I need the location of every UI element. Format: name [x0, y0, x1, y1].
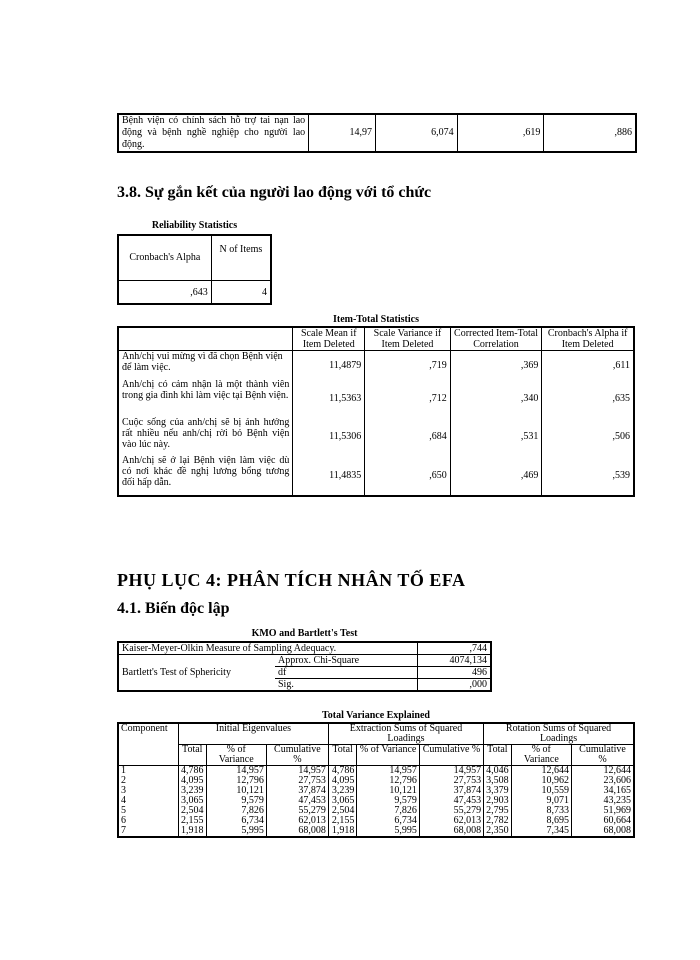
- cell-value: ,369: [450, 351, 542, 380]
- variance-body: [118, 766, 634, 838]
- cell-value: 68,008: [266, 826, 328, 837]
- blank-header: [118, 327, 293, 351]
- group-header: Extraction Sums of Squared Loadings: [328, 723, 483, 745]
- cell-value: 3,065: [328, 796, 356, 806]
- cell-value: 11,5363: [293, 379, 365, 417]
- item-total-table: [117, 326, 635, 497]
- cell-value: 14,957: [206, 766, 266, 777]
- cell-value: 4: [211, 281, 271, 305]
- cell-value: 10,962: [511, 776, 571, 786]
- table-header-row: [118, 723, 634, 745]
- column-header: Cronbach's Alpha if Item Deleted: [542, 327, 634, 351]
- column-header: Scale Mean if Item Deleted: [293, 327, 365, 351]
- cell-value: 4,786: [328, 766, 356, 777]
- cell-value: 68,008: [419, 826, 483, 837]
- cell-value: 27,753: [266, 776, 328, 786]
- cell-value: 3,239: [328, 786, 356, 796]
- bartlett-label: Bartlett's Test of Sphericity: [122, 667, 231, 678]
- table-header-row: [118, 745, 634, 766]
- variance-caption: Total Variance Explained: [322, 710, 430, 721]
- cell-value: 62,013: [419, 816, 483, 826]
- cell-value: 14,97: [309, 114, 376, 152]
- table-row: [118, 417, 634, 455]
- group-header: Initial Eigenvalues: [179, 723, 329, 745]
- cell-value: ,340: [450, 379, 542, 417]
- cell-value: 12,796: [357, 776, 420, 786]
- cell-value: 23,606: [572, 776, 635, 786]
- cell-value: 14,957: [357, 766, 420, 777]
- cell-value: 6,074: [375, 114, 457, 152]
- cell-value: 62,013: [266, 816, 328, 826]
- table-row: [118, 826, 634, 837]
- cell-value: 11,4835: [293, 455, 365, 496]
- cell-value: 12,644: [511, 766, 571, 777]
- kmo-value: ,744: [418, 642, 491, 655]
- cell-value: 27,753: [419, 776, 483, 786]
- cell-value: 3,065: [179, 796, 207, 806]
- cell-value: 51,969: [572, 806, 635, 816]
- cell-value: ,635: [542, 379, 634, 417]
- cell-value: ,650: [365, 455, 451, 496]
- cell-value: 7,345: [511, 826, 571, 837]
- column-header: Component: [118, 723, 179, 766]
- cell-value: 3,239: [179, 786, 207, 796]
- table-row: [118, 642, 491, 655]
- kmo-label: Kaiser-Meyer-Olkin Measure of Sampling Adequacy.: [118, 642, 418, 655]
- kmo-table: [117, 641, 492, 692]
- sub-value: 496: [418, 667, 491, 679]
- table-header-row: [118, 327, 634, 351]
- appendix-heading: PHỤ LỤC 4: PHÂN TÍCH NHÂN TỐ EFA: [117, 570, 466, 590]
- item-total-caption: Item-Total Statistics: [332, 314, 419, 325]
- cell-value: 2,795: [484, 806, 512, 816]
- cell-value: 8,695: [511, 816, 571, 826]
- cell-value: 55,279: [266, 806, 328, 816]
- cell-value: ,643: [118, 281, 211, 305]
- cell-value: ,619: [457, 114, 544, 152]
- table-row: [118, 655, 491, 667]
- cell-value: 47,453: [266, 796, 328, 806]
- table-row: [118, 379, 634, 417]
- cell-value: 2,155: [328, 816, 356, 826]
- cell-value: 14,957: [419, 766, 483, 777]
- column-header: Scale Variance if Item Deleted: [365, 327, 451, 351]
- cell-value: 11,5306: [293, 417, 365, 455]
- cell-value: 9,071: [511, 796, 571, 806]
- cell-value: 10,121: [206, 786, 266, 796]
- sub-label: Sig.: [278, 679, 294, 690]
- cell-value: 2,903: [484, 796, 512, 806]
- cell-value: 7,826: [357, 806, 420, 816]
- cell-value: 14,957: [266, 766, 328, 777]
- cell-value: 6,734: [206, 816, 266, 826]
- reliability-table: [117, 234, 272, 305]
- cell-value: ,469: [450, 455, 542, 496]
- column-header: Total: [484, 745, 512, 766]
- row-label: Anh/chị có cảm nhận là một thành viên trong gia đình khi làm việc tại Bệnh viện.: [118, 379, 293, 417]
- table-row: [118, 455, 634, 496]
- cell-value: 12,796: [206, 776, 266, 786]
- cell-value: 68,008: [572, 826, 635, 837]
- column-header: Total: [328, 745, 356, 766]
- cell-value: 4,095: [328, 776, 356, 786]
- component-number: 1: [118, 766, 179, 777]
- component-number: 5: [118, 806, 179, 816]
- cell-value: 9,579: [206, 796, 266, 806]
- column-header: % of Variance: [206, 745, 266, 766]
- column-header: Cumulative %: [572, 745, 635, 766]
- cell-value: ,539: [542, 455, 634, 496]
- group-header: Rotation Sums of Squared Loadings: [484, 723, 634, 745]
- cell-value: 12,644: [572, 766, 635, 777]
- component-number: 3: [118, 786, 179, 796]
- column-header: N of Items: [211, 235, 271, 281]
- cell-value: ,684: [365, 417, 451, 455]
- kmo-caption: KMO and Bartlett's Test: [251, 628, 358, 639]
- cell-value: 1,918: [328, 826, 356, 837]
- cell-value: 8,733: [511, 806, 571, 816]
- component-number: 4: [118, 796, 179, 806]
- table-row: [118, 281, 271, 305]
- cell-value: 4,786: [179, 766, 207, 777]
- table-row: [118, 351, 634, 380]
- cell-value: 3,508: [484, 776, 512, 786]
- sub-value: ,000: [418, 679, 491, 692]
- cell-value: 2,350: [484, 826, 512, 837]
- row-label: Cuộc sống của anh/chị sẽ bị ảnh hưởng rất nhiều nếu anh/chị rời bỏ Bệnh viện vào lúc này.: [118, 417, 293, 455]
- cell-value: ,719: [365, 351, 451, 380]
- cell-value: 9,579: [357, 796, 420, 806]
- cell-value: 5,995: [206, 826, 266, 837]
- table-header-row: [118, 235, 271, 281]
- section-heading-3-8: 3.8. Sự gắn kết của người lao động với tổ chức: [117, 184, 432, 201]
- cell-value: ,712: [365, 379, 451, 417]
- cell-value: 10,121: [357, 786, 420, 796]
- component-number: 2: [118, 776, 179, 786]
- sub-label: df: [275, 667, 418, 679]
- cell-value: 3,379: [484, 786, 512, 796]
- component-number: 7: [118, 826, 179, 837]
- row-label: Bệnh viện có chính sách hỗ trợ tai nạn lao động và bệnh nghề nghiệp cho người lao động.: [118, 114, 309, 152]
- cell-value: 11,4879: [293, 351, 365, 380]
- cell-value: 10,559: [511, 786, 571, 796]
- column-header: Corrected Item-Total Correlation: [450, 327, 542, 351]
- cell-value: 37,874: [419, 786, 483, 796]
- cell-value: 6,734: [357, 816, 420, 826]
- cell-value: 2,504: [328, 806, 356, 816]
- cell-value: 2,155: [179, 816, 207, 826]
- column-header: % of Variance: [357, 745, 420, 766]
- cell-value: 43,235: [572, 796, 635, 806]
- sub-value: 4074,134: [418, 655, 491, 667]
- table-row: [118, 114, 636, 152]
- top-item-table: [117, 113, 637, 153]
- cell-value: 7,826: [206, 806, 266, 816]
- column-header: % of Variance: [511, 745, 571, 766]
- variance-table: [117, 722, 635, 838]
- cell-value: ,506: [542, 417, 634, 455]
- row-label: Anh/chị vui mừng vì đã chọn Bệnh viện để làm việc.: [118, 351, 293, 380]
- cell-value: 2,782: [484, 816, 512, 826]
- cell-value: 60,664: [572, 816, 635, 826]
- sub-label: Approx. Chi-Square: [275, 655, 418, 667]
- column-header: Total: [179, 745, 207, 766]
- section-heading-4-1: 4.1. Biến độc lập: [117, 600, 230, 617]
- cell-value: 47,453: [419, 796, 483, 806]
- row-label: Anh/chị sẽ ở lại Bệnh viện làm việc dù có nơi khác đề nghị lương bổng tương đối hấp dẫn.: [118, 455, 293, 496]
- cell-value: 37,874: [266, 786, 328, 796]
- cell-value: 4,046: [484, 766, 512, 777]
- cell-value: 4,095: [179, 776, 207, 786]
- cell-value: 2,504: [179, 806, 207, 816]
- column-header: Cumulative %: [419, 745, 483, 766]
- cell-value: 34,165: [572, 786, 635, 796]
- component-number: 6: [118, 816, 179, 826]
- cell-value: ,886: [544, 114, 636, 152]
- cell-value: ,611: [542, 351, 634, 380]
- reliability-caption: Reliability Statistics: [151, 220, 238, 231]
- column-header: Cumulative %: [266, 745, 328, 766]
- cell-value: 55,279: [419, 806, 483, 816]
- column-header: Cronbach's Alpha: [118, 235, 211, 281]
- cell-value: ,531: [450, 417, 542, 455]
- cell-value: 1,918: [179, 826, 207, 837]
- cell-value: 5,995: [357, 826, 420, 837]
